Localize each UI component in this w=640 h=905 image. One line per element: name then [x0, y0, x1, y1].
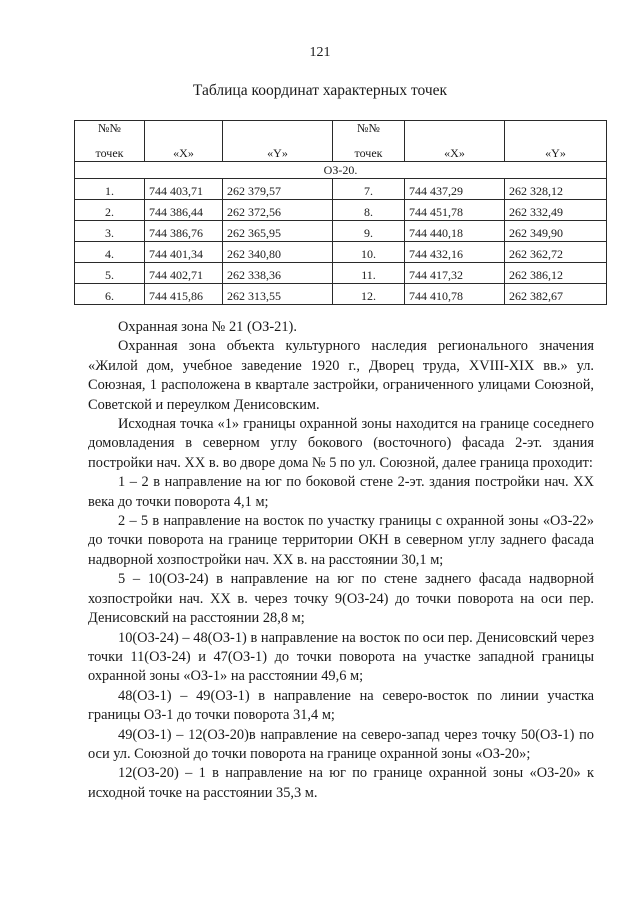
- boundary-segment: 2 – 5 в направление на восток по участку границы с охранной зоны «ОЗ-22» до точки поворота на границе территории ОКН в северном углу заднего фасада надворной хозпостройки нач. XX в. на расстоянии 30,1 м;: [88, 513, 594, 568]
- point-number: 8.: [333, 200, 405, 221]
- point-number: 2.: [75, 200, 145, 221]
- point-number: 7.: [333, 179, 405, 200]
- header-y-right: «Y»: [505, 121, 607, 162]
- y-value: 262 313,55: [223, 284, 333, 305]
- point-number: 4.: [75, 242, 145, 263]
- paragraph: Охранная зона объекта культурного наследия регионального значения «Жилой дом, учебное заведение 1920 г., Дворец труда, XVIII-XIX вв.» ул. Союзная, 1 расположена в квартале застройки, ограниченного улицами Союзной, Советской и переулком Денисовским.: [88, 338, 594, 413]
- header-points-left: №№ точек: [75, 121, 145, 162]
- table-row: [75, 242, 607, 263]
- point-number: 11.: [333, 263, 405, 284]
- header-points-right: №№ точек: [333, 121, 405, 162]
- y-value: 262 332,49: [505, 200, 607, 221]
- y-value: 262 328,12: [505, 179, 607, 200]
- body-text: [88, 318, 594, 803]
- point-number: 5.: [75, 263, 145, 284]
- y-value: 262 349,90: [505, 221, 607, 242]
- boundary-segment: 48(ОЗ-1) – 49(ОЗ-1) в направление на северо-восток по линии участка границы ОЗ-1 до точки поворота 31,4 м;: [88, 687, 594, 724]
- table-row: [75, 179, 607, 200]
- y-value: 262 365,95: [223, 221, 333, 242]
- x-value: 744 432,16: [405, 242, 505, 263]
- x-value: 744 437,29: [405, 179, 505, 200]
- boundary-segment: 12(ОЗ-20) – 1 в направление на юг по границе охранной зоны «ОЗ-20» к исходной точке на расстоянии 35,3 м.: [88, 765, 594, 801]
- header-x-right: «X»: [405, 121, 505, 162]
- point-number: 9.: [333, 221, 405, 242]
- x-value: 744 410,78: [405, 284, 505, 305]
- zone-heading: Охранная зона № 21 (ОЗ-21).: [118, 319, 297, 335]
- x-value: 744 451,78: [405, 200, 505, 221]
- boundary-segment: 10(ОЗ-24) – 48(ОЗ-1) в направление на восток по оси пер. Денисовский через точки 11(ОЗ-24) и 47(ОЗ-1) до точки поворота на участке западной границы охранной зоны «ОЗ-1» на расстоянии 49,6 м;: [88, 629, 594, 685]
- y-value: 262 379,57: [223, 179, 333, 200]
- y-value: 262 338,36: [223, 263, 333, 284]
- x-value: 744 403,71: [145, 179, 223, 200]
- x-value: 744 386,44: [145, 200, 223, 221]
- paragraph: Исходная точка «1» границы охранной зоны находится на границе соседнего домовладения в северном углу бокового (восточного) фасада 2-эт. здания постройки нач. XX в. во дворе дома № 5 по ул. Союзной, далее граница проходит:: [88, 416, 594, 471]
- x-value: 744 401,34: [145, 242, 223, 263]
- point-number: 10.: [333, 242, 405, 263]
- boundary-segment: 1 – 2 в направление на юг по боковой стене 2-эт. здания постройки нач. XX века до точки поворота 4,1 м;: [88, 474, 594, 510]
- table-row: [75, 284, 607, 305]
- y-value: 262 340,80: [223, 242, 333, 263]
- x-value: 744 440,18: [405, 221, 505, 242]
- page-number: 121: [309, 45, 331, 60]
- zone-label: ОЗ-20.: [75, 162, 607, 179]
- point-number: 6.: [75, 284, 145, 305]
- table-row: [75, 221, 607, 242]
- table-row: [75, 263, 607, 284]
- boundary-segment: 49(ОЗ-1) – 12(ОЗ-20)в направление на северо-запад через точку 50(ОЗ-1) по оси ул. Союзной до точки поворота на границе охранной зоны «ОЗ-20»;: [88, 726, 594, 762]
- zone-row: [75, 162, 607, 179]
- point-number: 12.: [333, 284, 405, 305]
- point-number: 1.: [75, 179, 145, 200]
- y-value: 262 362,72: [505, 242, 607, 263]
- x-value: 744 386,76: [145, 221, 223, 242]
- boundary-segment: 5 – 10(ОЗ-24) в направление на юг по стене заднего фасада надворной хозпостройки нач. XX в. через точку 9(ОЗ-24) до точки поворота на оси пер. Денисовский на расстоянии 28,8 м;: [88, 571, 594, 627]
- coordinates-table: [74, 120, 607, 305]
- table-title: Таблица координат характерных точек: [192, 82, 448, 99]
- y-value: 262 372,56: [223, 200, 333, 221]
- y-value: 262 382,67: [505, 284, 607, 305]
- point-number: 3.: [75, 221, 145, 242]
- x-value: 744 402,71: [145, 263, 223, 284]
- table-header-row: [75, 121, 607, 162]
- header-x-left: «X»: [145, 121, 223, 162]
- header-y-left: «Y»: [223, 121, 333, 162]
- x-value: 744 417,32: [405, 263, 505, 284]
- x-value: 744 415,86: [145, 284, 223, 305]
- y-value: 262 386,12: [505, 263, 607, 284]
- table-row: [75, 200, 607, 221]
